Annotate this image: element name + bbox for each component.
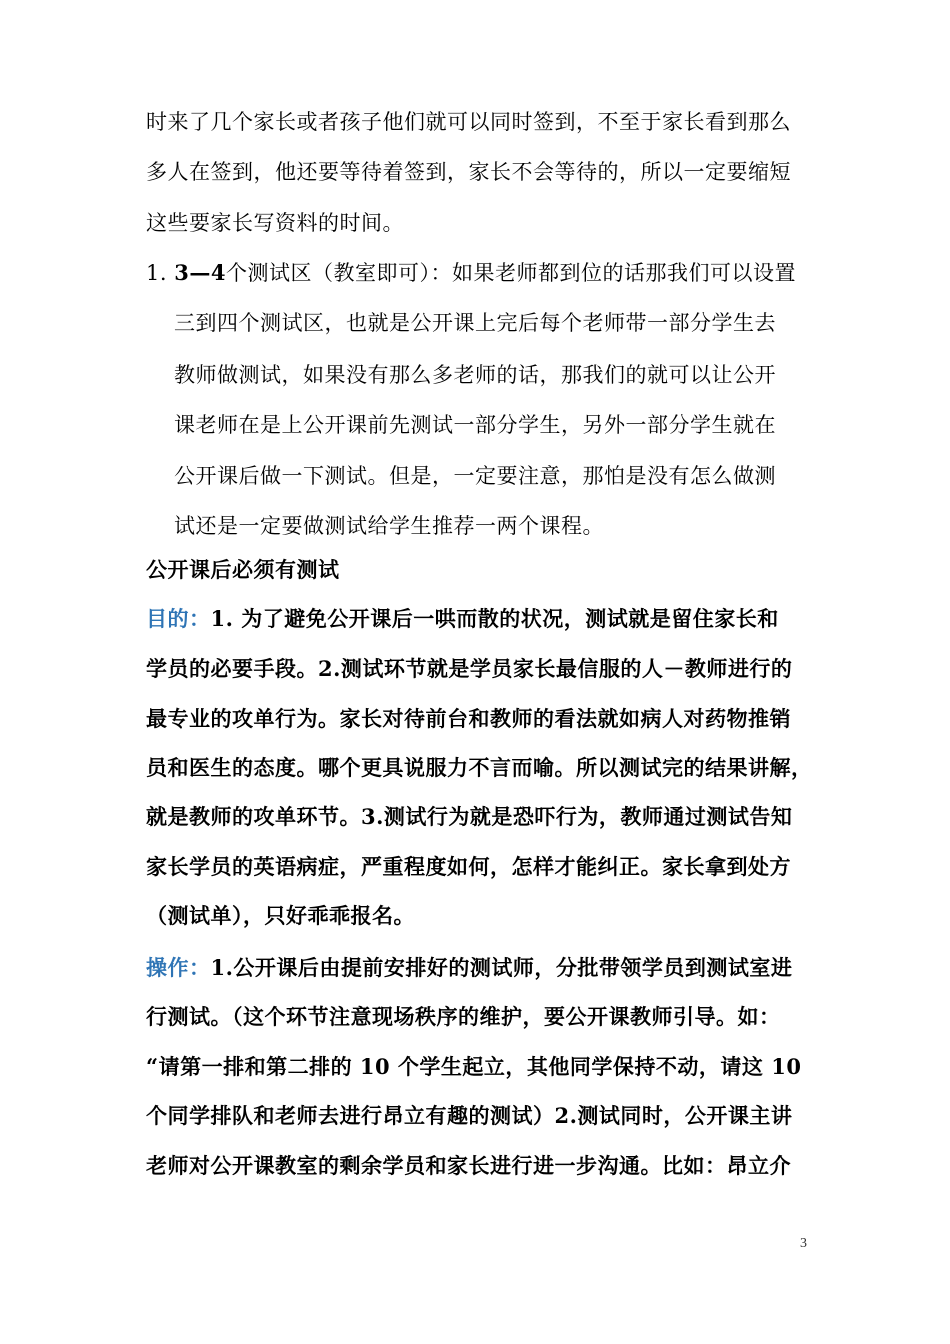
operation-line: “请第一排和第二排的 10 个学生起立，其他同学保持不动，请这 10 <box>146 1054 802 1079</box>
list-item-line: 课老师在是上公开课前先测试一部分学生，另外一部分学生就在 <box>174 413 776 437</box>
list-number: 1. <box>146 261 168 285</box>
operation-line: 个同学排队和老师去进行昂立有趣的测试）2.测试同时，公开课主讲 <box>146 1103 793 1128</box>
list-item-line: 三到四个测试区，也就是公开课上完后每个老师带一部分学生去 <box>174 311 776 335</box>
paragraph-line: 这些要家长写资料的时间。 <box>146 211 404 235</box>
purpose-line: 学员的必要手段。2.测试环节就是学员家长最信服的人－教师进行的 <box>146 656 793 681</box>
list-item-text: 个测试区（教室即可）：如果老师都到位的话那我们可以设置 <box>225 261 796 285</box>
operation-line: 老师对公开课教室的剩余学员和家长进行进一步沟通。比如：昂立介 <box>146 1153 791 1178</box>
purpose-line: 家长学员的英语病症，严重程度如何，怎样才能纠正。家长拿到处方 <box>146 854 791 879</box>
purpose-first-line <box>146 604 779 634</box>
list-item-line: 公开课后做一下测试。但是，一定要注意，那怕是没有怎么做测 <box>174 464 776 488</box>
page-number: 3 <box>800 1236 807 1251</box>
purpose-label: 目的： <box>146 606 211 631</box>
list-item-line: 试还是一定要做测试给学生推荐一两个课程。 <box>174 514 604 538</box>
list-item-line: 教师做测试，如果没有那么多老师的话，那我们的就可以让公开 <box>174 363 776 387</box>
operation-first-line <box>146 953 792 983</box>
list-bold-lead: 3—4 <box>174 260 226 285</box>
list-item-first-line <box>146 258 796 288</box>
paragraph-line: 多人在签到，他还要等待着签到，家长不会等待的，所以一定要缩短 <box>146 160 791 184</box>
operation-label: 操作： <box>146 955 211 980</box>
operation-line: 行测试。（这个环节注意现场秩序的维护，要公开课教师引导。如： <box>146 1004 781 1029</box>
section-heading: 公开课后必须有测试 <box>146 557 340 582</box>
purpose-line: 就是教师的攻单环节。3.测试行为就是恐吓行为，教师通过测试告知 <box>146 804 793 829</box>
operation-text: 1.公开课后由提前安排好的测试师，分批带领学员到测试室进 <box>210 955 793 980</box>
paragraph-line: 时来了几个家长或者孩子他们就可以同时签到，不至于家长看到那么 <box>146 110 791 134</box>
purpose-line: 最专业的攻单行为。家长对待前台和教师的看法就如病人对药物推销 <box>146 706 791 731</box>
purpose-line: 员和医生的态度。哪个更具说服力不言而喻。所以测试完的结果讲解， <box>146 755 813 780</box>
purpose-line: （测试单），只好乖乖报名。 <box>146 903 415 928</box>
purpose-text: 1. 为了避免公开课后一哄而散的状况，测试就是留住家长和 <box>210 606 779 631</box>
